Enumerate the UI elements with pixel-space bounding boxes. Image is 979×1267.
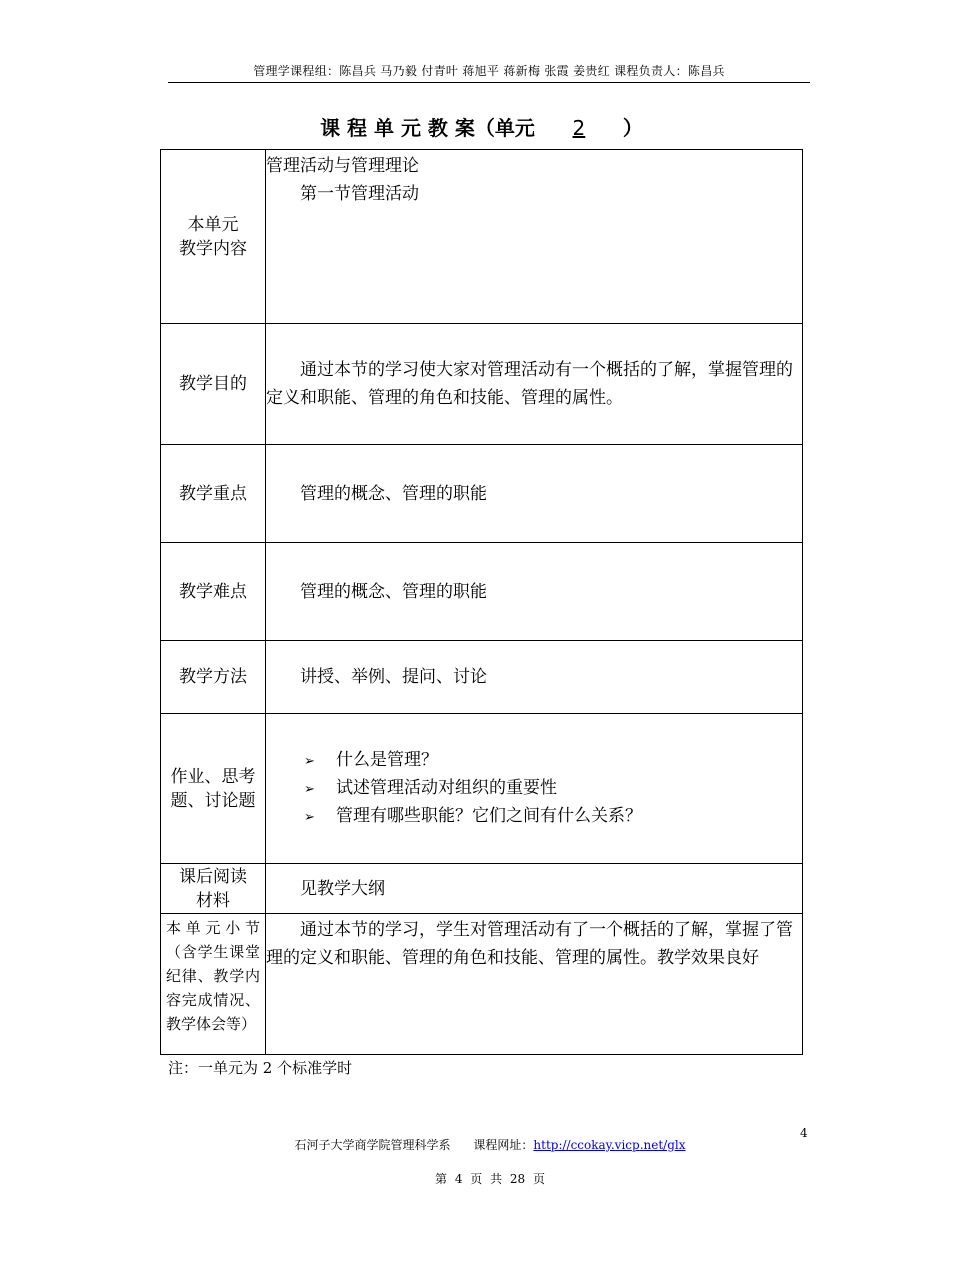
page-count: 第 4 页 共 28 页 bbox=[435, 1172, 545, 1186]
footnote: 注：一单元为 2 个标准学时 bbox=[168, 1059, 353, 1077]
label-content-line1: 本单元 bbox=[187, 214, 239, 235]
title-suffix: ） bbox=[622, 116, 643, 140]
label-homework-line1: 作业、思考 bbox=[170, 766, 256, 787]
homework-list bbox=[266, 747, 802, 831]
arrow-bullet-icon: ➢ bbox=[304, 809, 315, 825]
label-objective: 教学目的 bbox=[161, 324, 266, 445]
row-content bbox=[161, 150, 803, 324]
course-url-link[interactable]: http://ccokay.vicp.net/glx bbox=[533, 1138, 686, 1152]
cell-key-points: 管理的概念、管理的职能 bbox=[266, 445, 803, 543]
list-item bbox=[304, 747, 802, 775]
cell-reading: 见教学大纲 bbox=[266, 864, 803, 914]
page-number: 4 bbox=[800, 1126, 808, 1140]
lesson-plan-table bbox=[160, 149, 803, 1055]
homework-item-text: 什么是管理？ bbox=[336, 749, 438, 770]
row-summary bbox=[161, 914, 803, 1055]
cell-difficulties: 管理的概念、管理的职能 bbox=[266, 543, 803, 641]
page-header: 管理学课程组：陈昌兵 马乃毅 付青叶 蒋旭平 蒋新梅 张霞 姜贵红 课程负责人：陈昌兵 bbox=[253, 64, 725, 78]
label-key-points: 教学重点 bbox=[161, 445, 266, 543]
arrow-bullet-icon: ➢ bbox=[304, 753, 315, 769]
arrow-bullet-icon: ➢ bbox=[304, 781, 315, 797]
label-methods: 教学方法 bbox=[161, 641, 266, 714]
row-difficulties bbox=[161, 543, 803, 641]
header-rule bbox=[168, 82, 810, 83]
title-unit-number: 2 bbox=[572, 116, 586, 140]
title-prefix: 课 程 单 元 教 案（单元 bbox=[320, 116, 535, 140]
row-objective bbox=[161, 324, 803, 445]
label-homework bbox=[161, 714, 266, 864]
footer-dept: 石河子大学商学院管理科学系 bbox=[294, 1138, 451, 1152]
label-summary: 本单元小节（含学生课堂纪律、教学内容完成情况、教学体会等） bbox=[161, 914, 266, 1055]
page-title bbox=[160, 112, 803, 141]
homework-item-text: 试述管理活动对组织的重要性 bbox=[336, 777, 557, 798]
content-chapter: 管理活动与管理理论 bbox=[266, 156, 419, 176]
cell-homework bbox=[266, 714, 803, 864]
label-reading-line1: 课后阅读 bbox=[179, 866, 247, 887]
cell-content bbox=[266, 150, 803, 324]
footer-url-label: 课程网址： bbox=[473, 1138, 534, 1152]
page-footer bbox=[160, 1136, 820, 1153]
cell-objective: 通过本节的学习使大家对管理活动有一个概括的了解，掌握管理的定义和职能、管理的角色和技能、管理的属性。 bbox=[266, 324, 803, 445]
list-item bbox=[304, 775, 802, 803]
row-methods bbox=[161, 641, 803, 714]
row-reading bbox=[161, 864, 803, 914]
label-reading-line2: 材料 bbox=[196, 890, 230, 911]
list-item bbox=[304, 803, 802, 831]
homework-item-text: 管理有哪些职能？它们之间有什么关系？ bbox=[336, 805, 642, 826]
row-key-points bbox=[161, 445, 803, 543]
cell-methods: 讲授、举例、提问、讨论 bbox=[266, 641, 803, 714]
cell-summary: 通过本节的学习，学生对管理活动有了一个概括的了解，掌握了管理的定义和职能、管理的角色和技能、管理的属性。教学效果良好 bbox=[266, 914, 803, 1055]
label-reading bbox=[161, 864, 266, 914]
label-difficulties: 教学难点 bbox=[161, 543, 266, 641]
label-content bbox=[161, 150, 266, 324]
label-homework-line2: 题、讨论题 bbox=[170, 790, 256, 811]
content-section: 第一节管理活动 bbox=[300, 184, 419, 204]
label-content-line2: 教学内容 bbox=[179, 238, 247, 259]
row-homework bbox=[161, 714, 803, 864]
